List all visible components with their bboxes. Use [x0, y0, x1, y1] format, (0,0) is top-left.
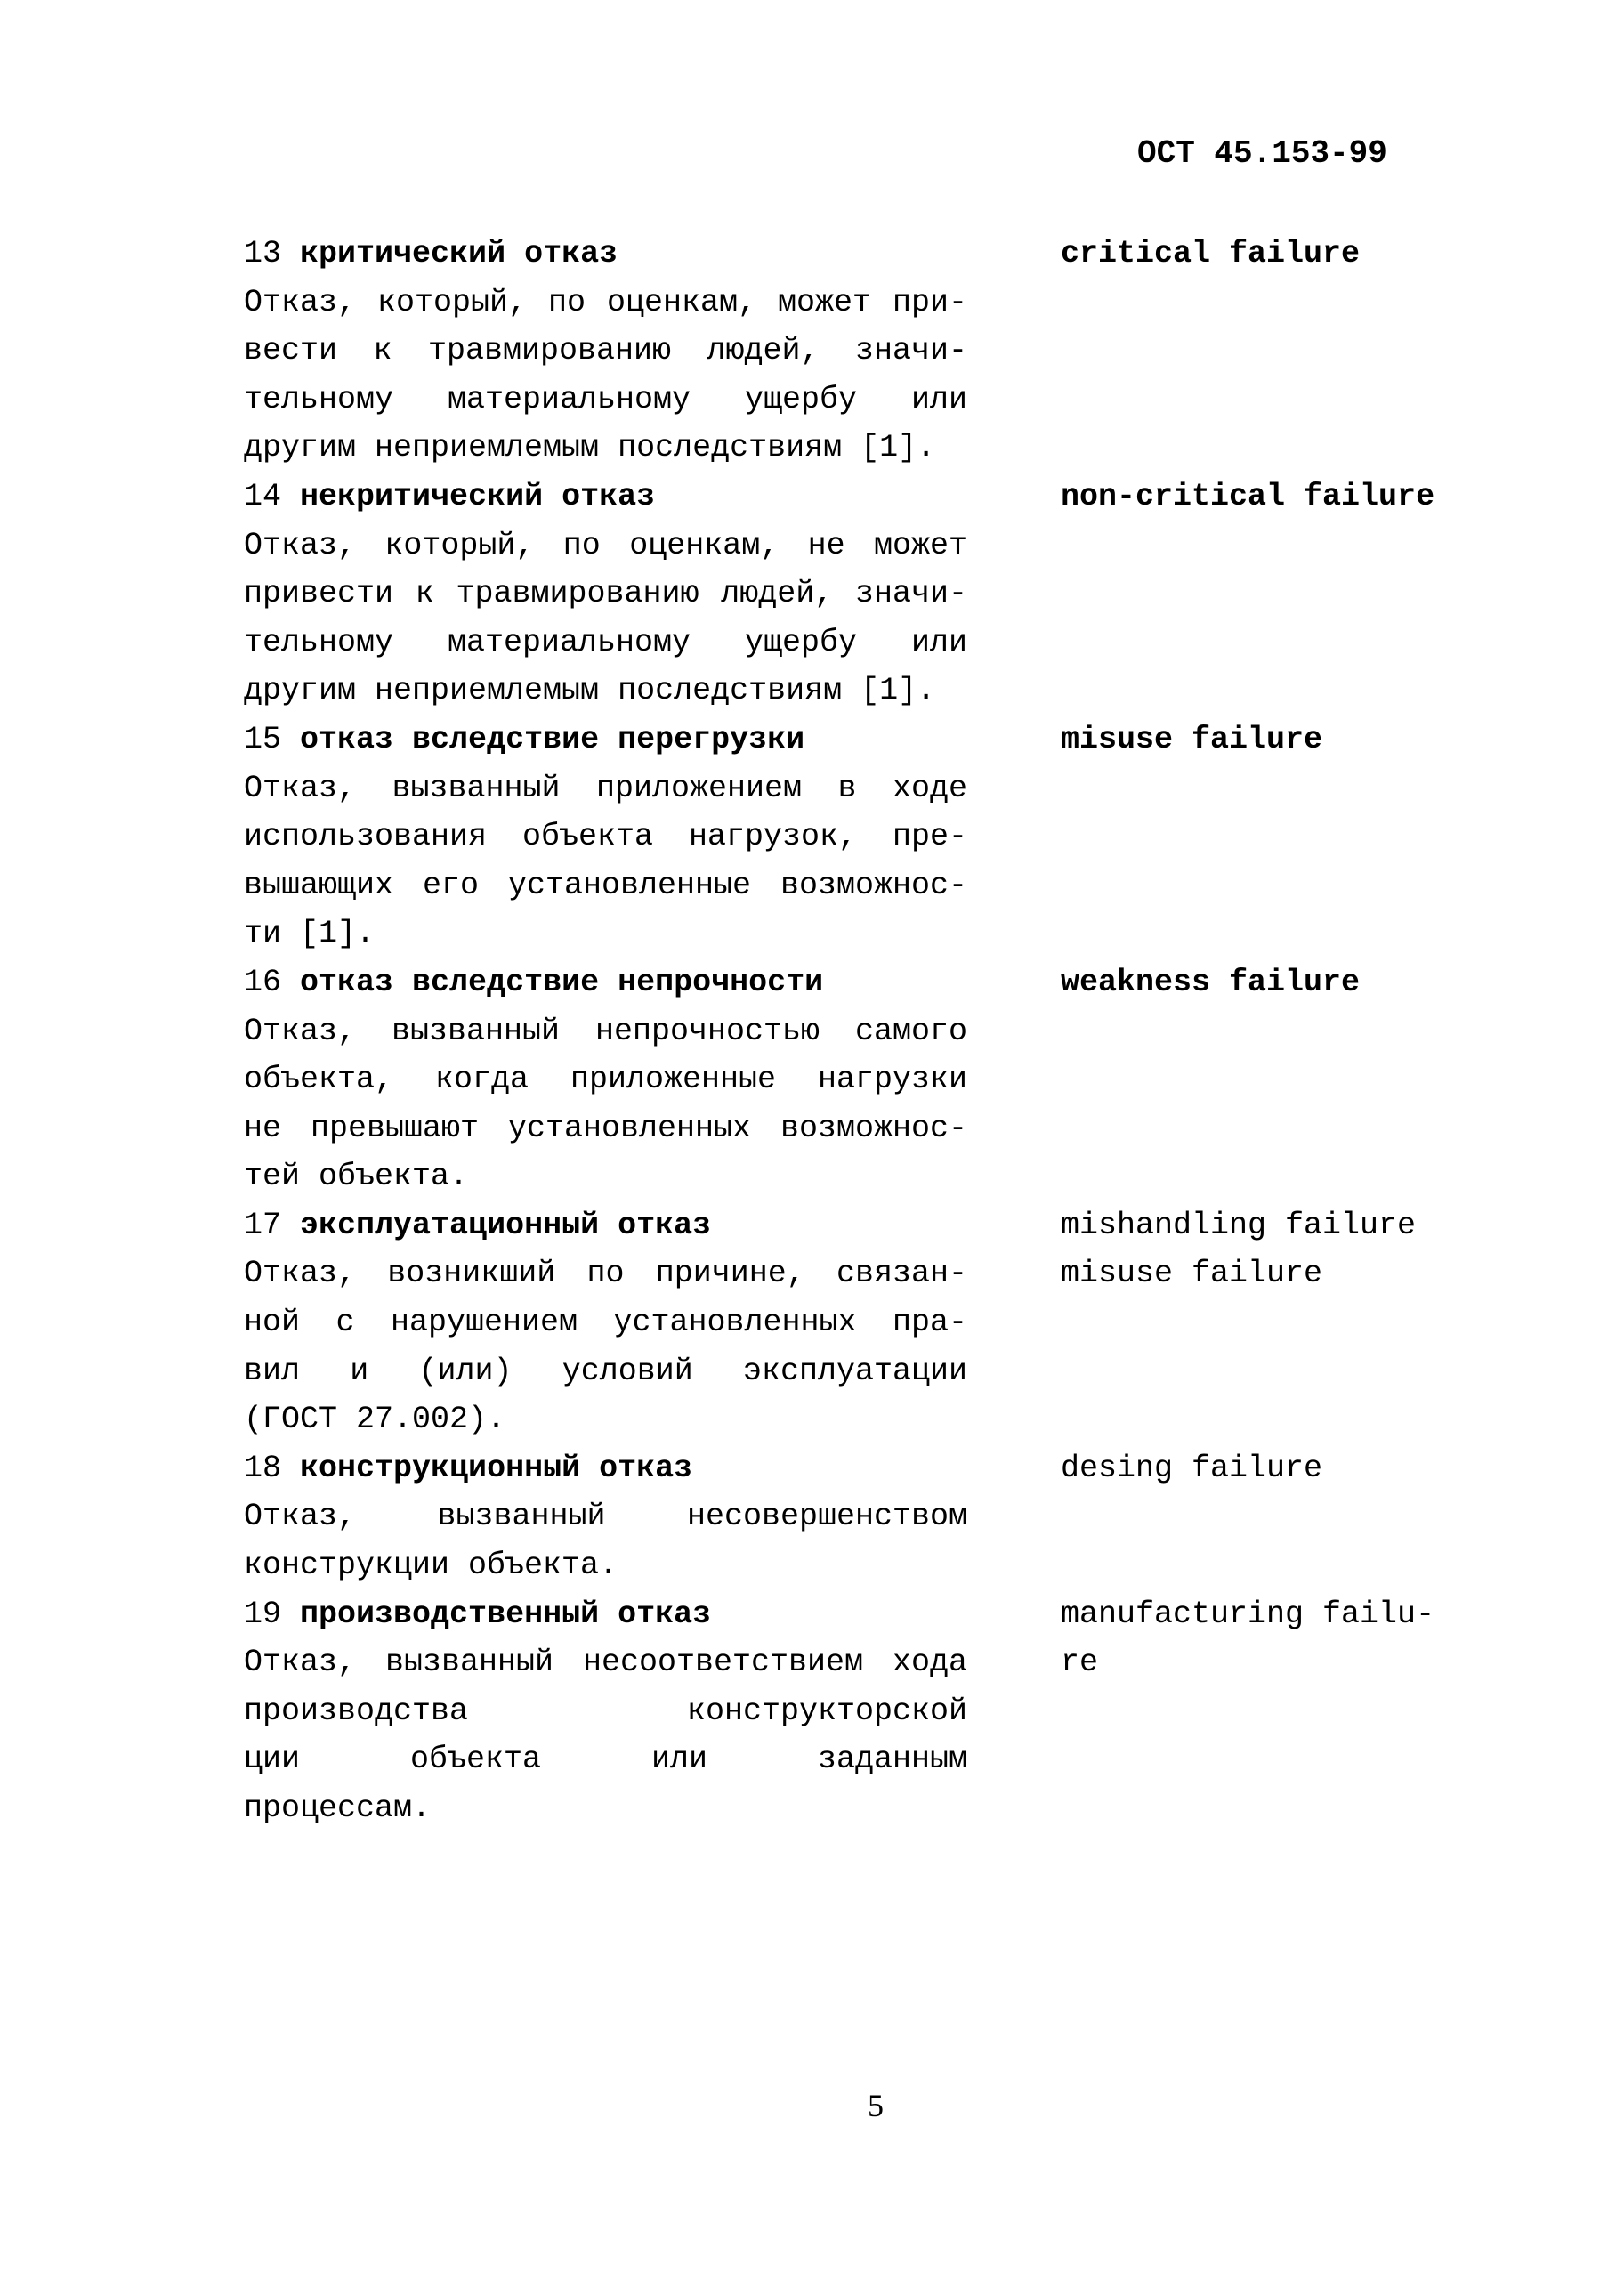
term-heading	[244, 958, 967, 1007]
english-term: re	[1061, 1645, 1099, 1681]
definition-line: привести к травмированию людей, значи-	[244, 576, 967, 612]
term-entry	[244, 958, 1534, 1201]
term-definition-column	[244, 958, 967, 1201]
definition-line: другим неприемлемым последствиям [1].	[244, 430, 936, 466]
definition-line: не превышают установленных возможнос-	[244, 1110, 967, 1146]
term-entry	[244, 1444, 1534, 1590]
english-equivalent	[1061, 1590, 1434, 1833]
term-definition-column	[244, 473, 967, 716]
definition-line: тей объекта.	[244, 1159, 469, 1195]
definition-line: Отказ, вызванный несоответствием хода	[244, 1645, 967, 1681]
definition-line: ной с нарушением установленных пра-	[244, 1305, 967, 1341]
english-term: critical failure	[1061, 236, 1361, 271]
term-definition-column	[244, 1444, 967, 1590]
english-term: mishandling failure	[1061, 1207, 1417, 1243]
definition-line: Отказ, вызванный несовершенством	[244, 1499, 967, 1535]
term-number: 13	[244, 236, 282, 271]
term-entry	[244, 1201, 1534, 1444]
term-entry	[244, 230, 1534, 473]
page-number: 5	[868, 2088, 884, 2123]
definition-line: (ГОСТ 27.002).	[244, 1402, 506, 1438]
english-equivalent	[1061, 230, 1360, 473]
definition-line: объекта, когда приложенные нагрузки	[244, 1062, 967, 1098]
term-definition-column	[244, 716, 967, 958]
english-term: misuse failure	[1061, 721, 1323, 757]
definition-line: конструкции объекта.	[244, 1548, 618, 1584]
definition-line: Отказ, вызванный непрочностью самого	[244, 1013, 967, 1049]
term-name: критический отказ	[300, 236, 618, 271]
english-term: weakness failure	[1061, 964, 1361, 1000]
term-number: 14	[244, 478, 282, 514]
definition-line: процессам.	[244, 1791, 432, 1826]
term-name: производственный отказ	[300, 1596, 712, 1632]
definition-line: Отказ, возникший по причине, связан-	[244, 1256, 967, 1292]
english-term: manufacturing failu-	[1061, 1596, 1435, 1632]
term-number: 17	[244, 1207, 282, 1243]
terms-list	[244, 230, 1534, 1833]
document-code: ОСТ 45.153-99	[1137, 135, 1387, 172]
english-term: desing failure	[1061, 1450, 1323, 1486]
term-heading	[244, 230, 967, 279]
english-equivalent	[1061, 1444, 1322, 1590]
definition-line: Отказ, вызванный приложением в ходе	[244, 770, 967, 806]
term-name: некритический отказ	[300, 478, 656, 514]
english-equivalent	[1061, 958, 1360, 1201]
term-name: отказ вследствие непрочности	[300, 964, 824, 1000]
term-number: 18	[244, 1450, 282, 1486]
term-definition-column	[244, 230, 967, 473]
definition-line: другим неприемлемым последствиям [1].	[244, 673, 936, 709]
term-name: отказ вследствие перегрузки	[300, 721, 805, 757]
definition-line: Отказ, который, по оценкам, не может	[244, 527, 967, 563]
term-heading	[244, 716, 967, 764]
definition-line: производства конструкторской	[244, 1693, 967, 1729]
term-number: 15	[244, 721, 282, 757]
term-heading	[244, 1201, 967, 1250]
term-name: конструкционный отказ	[300, 1450, 693, 1486]
definition-line: использования объекта нагрузок, пре-	[244, 819, 967, 855]
definition-line: ти [1].	[244, 916, 376, 952]
term-number: 19	[244, 1596, 282, 1632]
definition-line: тельному материальному ущербу или	[244, 624, 967, 660]
term-number: 16	[244, 964, 282, 1000]
definition-line: Отказ, который, по оценкам, может при-	[244, 284, 967, 320]
term-entry	[244, 473, 1534, 716]
term-definition-column	[244, 1201, 967, 1444]
english-equivalent	[1061, 473, 1434, 716]
term-heading	[244, 1590, 967, 1639]
definition-line: тельному материальному ущербу или	[244, 381, 967, 417]
term-name: эксплуатационный отказ	[300, 1207, 712, 1243]
english-equivalent	[1061, 716, 1322, 958]
term-entry	[244, 716, 1534, 958]
english-term: misuse failure	[1061, 1256, 1323, 1292]
english-term: non-critical failure	[1061, 478, 1435, 514]
english-equivalent	[1061, 1201, 1416, 1444]
term-heading	[244, 473, 967, 521]
definition-line: ции объекта или заданным	[244, 1742, 967, 1778]
definition-line: вести к травмированию людей, значи-	[244, 333, 967, 369]
term-entry	[244, 1590, 1534, 1833]
definition-line: вил и (или) условий эксплуатации	[244, 1353, 967, 1389]
term-definition-column	[244, 1590, 967, 1833]
term-heading	[244, 1444, 967, 1493]
definition-line: вышающих его установленные возможнос-	[244, 867, 967, 903]
